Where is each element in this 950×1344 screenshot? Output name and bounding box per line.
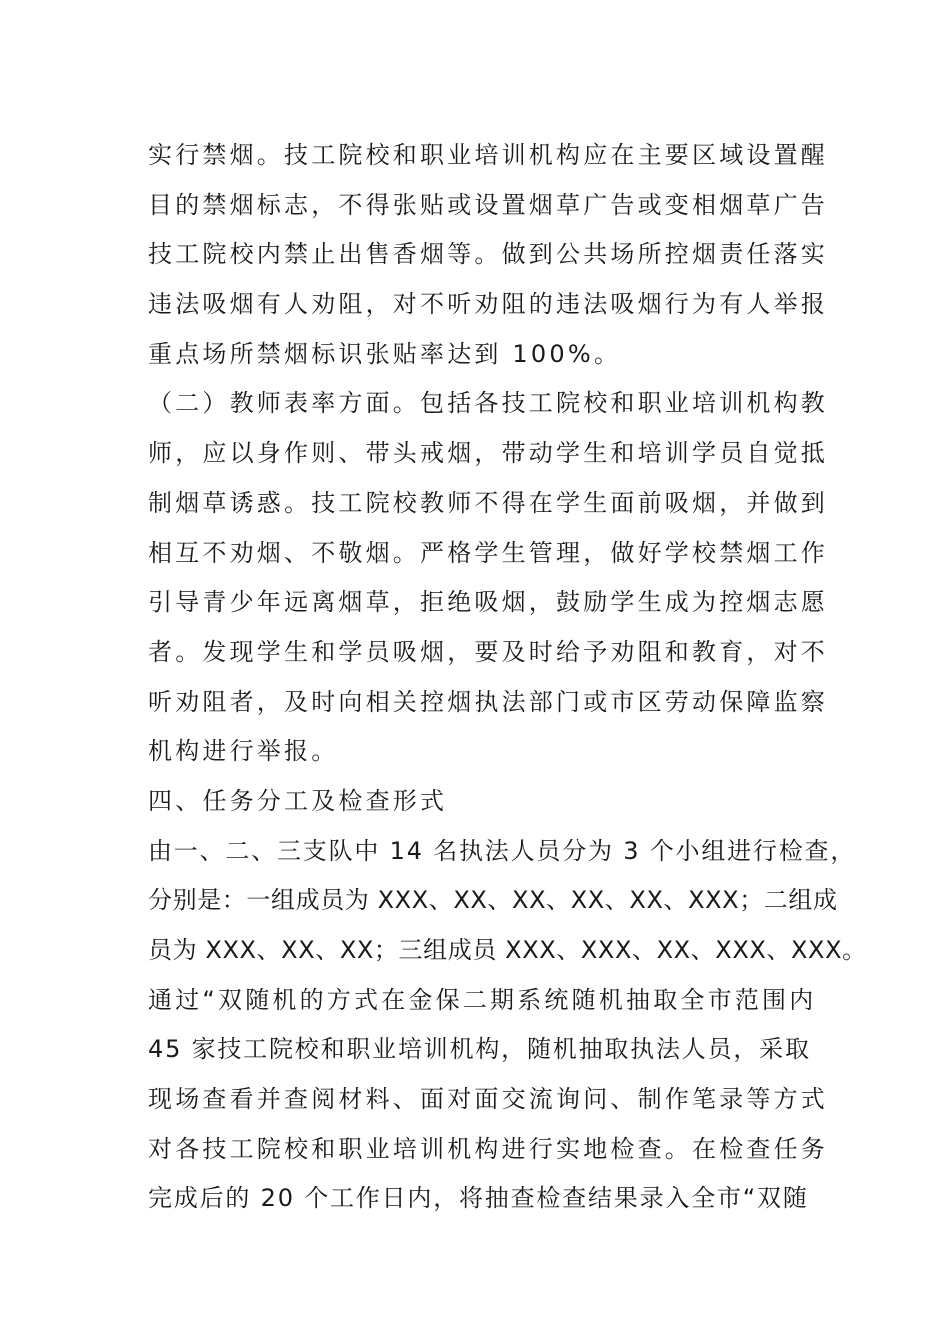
text-line: 违法吸烟有人劝阻，对不听劝阻的违法吸烟行为有人举报 <box>148 290 828 319</box>
section-heading: 四、任务分工及检查形式 <box>148 786 448 815</box>
text-line: 分别是：一组成员为 XXX、XX、XX、XX、XX、XXX；二组成 <box>148 886 838 915</box>
text-line: 对各技工院校和职业培训机构进行实地检查。在检查任务 <box>148 1134 828 1163</box>
text-line: 引导青少年远离烟草，拒绝吸烟，鼓励学生成为控烟志愿 <box>148 588 828 617</box>
text-line: 师，应以身作则、带头戒烟，带动学生和培训学员自觉抵 <box>148 439 828 468</box>
text-line: 实行禁烟。技工院校和职业培训机构应在主要区域设置醒 <box>148 141 828 169</box>
text-line: 目的禁烟标志，不得张贴或设置烟草广告或变相烟草广告 <box>148 190 828 219</box>
text-line: 者。发现学生和学员吸烟，要及时给予劝阻和教育，对不 <box>148 637 828 666</box>
body-text <box>148 131 867 1224</box>
text-line: 完成后的 20 个工作日内，将抽查检查结果录入全市“双随 <box>148 1184 809 1213</box>
text-line: 重点场所禁烟标识张贴率达到 100%。 <box>148 339 622 368</box>
text-line: 员为 XXX、XX、XX；三组成员 XXX、XXX、XX、XXX、XXX。 <box>148 936 867 964</box>
text-line: 通过“双随机的方式在金保二期系统随机抽取全市范围内 <box>148 985 817 1014</box>
text-line: 现场查看并查阅材料、面对面交流询问、制作笔录等方式 <box>148 1085 828 1114</box>
text-line: 机构进行举报。 <box>148 737 339 766</box>
text-line: 45 家技工院校和职业培训机构，随机抽取执法人员，采取 <box>148 1035 811 1064</box>
text-line: 制烟草诱惑。技工院校教师不得在学生面前吸烟，并做到 <box>148 488 828 517</box>
text-line: （二）教师表率方面。包括各技工院校和职业培训机构教 <box>148 389 828 418</box>
text-line: 听劝阻者，及时向相关控烟执法部门或市区劳动保障监察 <box>148 687 828 716</box>
text-line: 相互不劝烟、不敬烟。严格学生管理，做好学校禁烟工作 <box>148 538 828 567</box>
text-line: 由一、二、三支队中 14 名执法人员分为 3 个小组进行检查， <box>148 836 857 865</box>
text-line: 技工院校内禁止出售香烟等。做到公共场所控烟责任落实 <box>148 240 828 269</box>
